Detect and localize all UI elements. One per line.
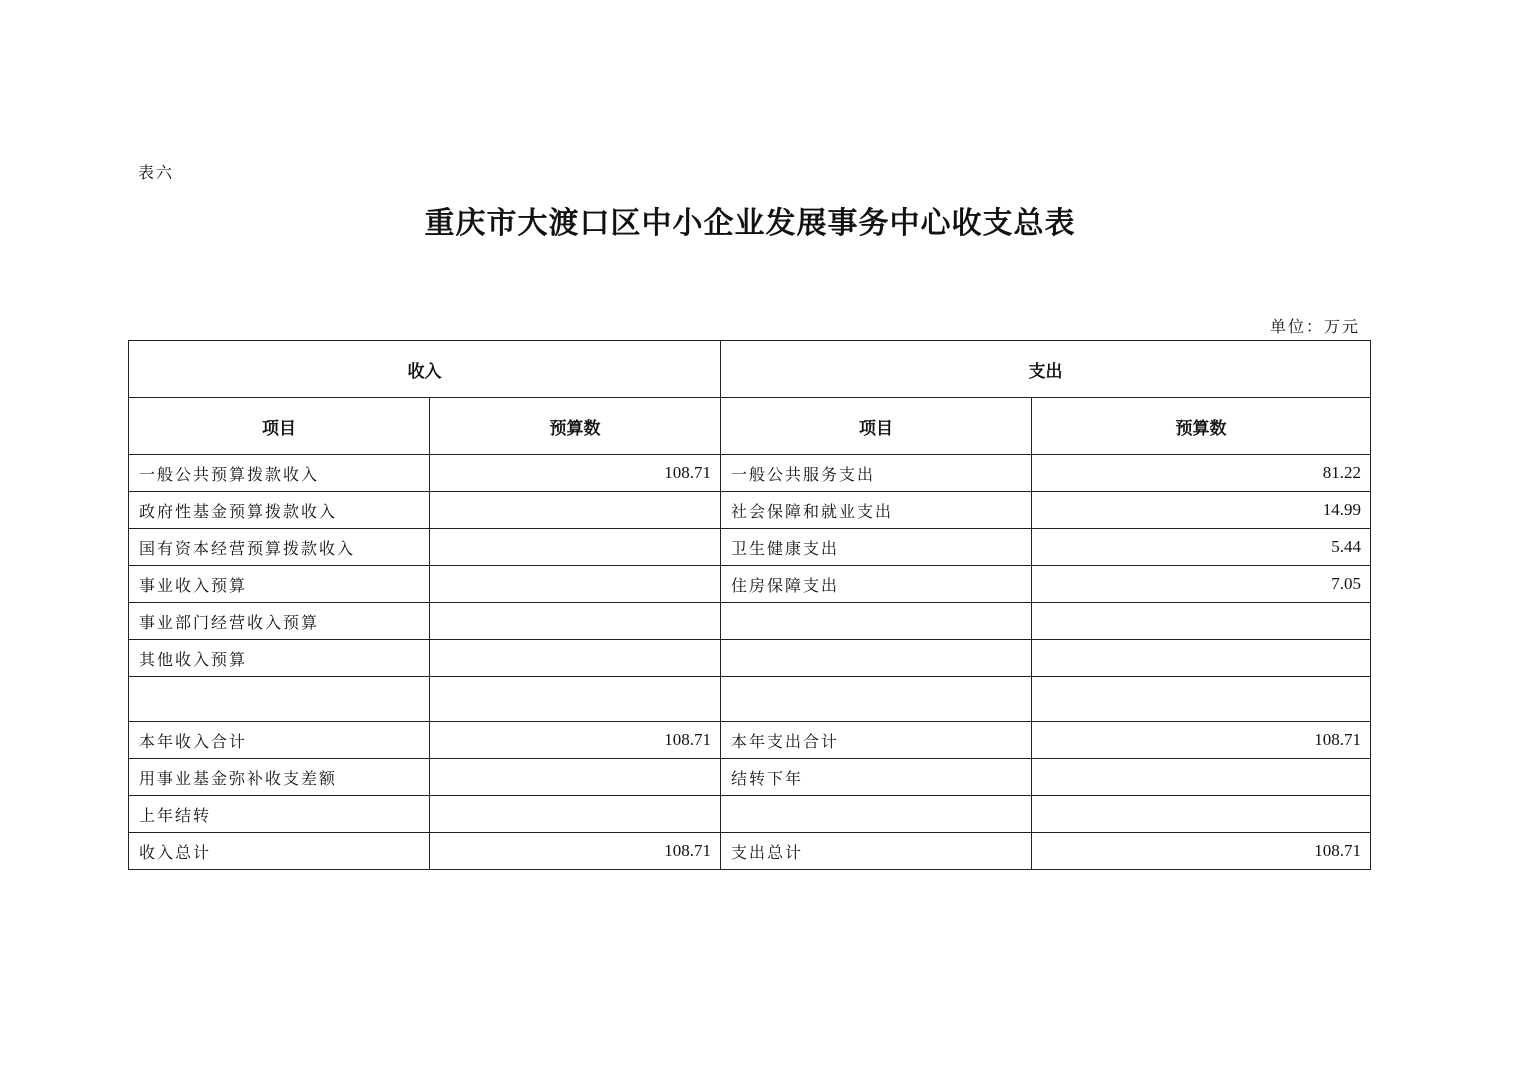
expense-item-header: 项目: [721, 398, 1032, 455]
expense-item: 住房保障支出: [721, 566, 1032, 603]
income-value: [430, 796, 721, 833]
budget-table: [128, 340, 1371, 870]
income-item: 其他收入预算: [129, 640, 430, 677]
expense-item: 卫生健康支出: [721, 529, 1032, 566]
unit-label: 单位：万元: [1269, 317, 1360, 336]
expense-item: 支出总计: [721, 833, 1032, 870]
table-row: [129, 759, 1371, 796]
expense-item: 一般公共服务支出: [721, 455, 1032, 492]
table-row: [129, 677, 1371, 722]
income-item: 一般公共预算拨款收入: [129, 455, 430, 492]
table-label: 表六: [138, 163, 175, 182]
income-item: 收入总计: [129, 833, 430, 870]
table-row: [129, 492, 1371, 529]
income-item: 事业收入预算: [129, 566, 430, 603]
group-header-row: [129, 341, 1371, 398]
expense-item: [721, 677, 1032, 722]
expense-value: [1032, 677, 1371, 722]
income-budget-header: 预算数: [430, 398, 721, 455]
expense-value: 14.99: [1032, 492, 1371, 529]
income-item-header: 项目: [129, 398, 430, 455]
income-group-header: 收入: [129, 341, 721, 398]
income-value: [430, 492, 721, 529]
income-item: 上年结转: [129, 796, 430, 833]
income-value: 108.71: [430, 455, 721, 492]
expense-value: 7.05: [1032, 566, 1371, 603]
income-item: [129, 677, 430, 722]
expense-value: [1032, 796, 1371, 833]
income-item: 本年收入合计: [129, 722, 430, 759]
expense-item: 社会保障和就业支出: [721, 492, 1032, 529]
expense-budget-header: 预算数: [1032, 398, 1371, 455]
expense-value: [1032, 640, 1371, 677]
table-row: [129, 529, 1371, 566]
column-header-row: [129, 398, 1371, 455]
income-item: 政府性基金预算拨款收入: [129, 492, 430, 529]
income-item: 国有资本经营预算拨款收入: [129, 529, 430, 566]
table-row: [129, 833, 1371, 870]
table-row: [129, 603, 1371, 640]
table-row: [129, 722, 1371, 759]
expense-value: 108.71: [1032, 833, 1371, 870]
expense-value: 81.22: [1032, 455, 1371, 492]
income-item: 用事业基金弥补收支差额: [129, 759, 430, 796]
income-value: 108.71: [430, 722, 721, 759]
expense-item: [721, 796, 1032, 833]
expense-value: [1032, 603, 1371, 640]
page-title: 重庆市大渡口区中小企业发展事务中心收支总表: [424, 206, 1076, 241]
income-value: [430, 603, 721, 640]
expense-value: 5.44: [1032, 529, 1371, 566]
table-row: [129, 640, 1371, 677]
income-value: [430, 566, 721, 603]
income-item: 事业部门经营收入预算: [129, 603, 430, 640]
table-row: [129, 566, 1371, 603]
income-value: [430, 759, 721, 796]
expense-group-header: 支出: [721, 341, 1371, 398]
expense-value: [1032, 759, 1371, 796]
table-row: [129, 455, 1371, 492]
income-value: [430, 640, 721, 677]
expense-value: 108.71: [1032, 722, 1371, 759]
table-row: [129, 796, 1371, 833]
expense-item: [721, 603, 1032, 640]
expense-item: 本年支出合计: [721, 722, 1032, 759]
income-value: [430, 677, 721, 722]
expense-item: 结转下年: [721, 759, 1032, 796]
expense-item: [721, 640, 1032, 677]
income-value: 108.71: [430, 833, 721, 870]
income-value: [430, 529, 721, 566]
